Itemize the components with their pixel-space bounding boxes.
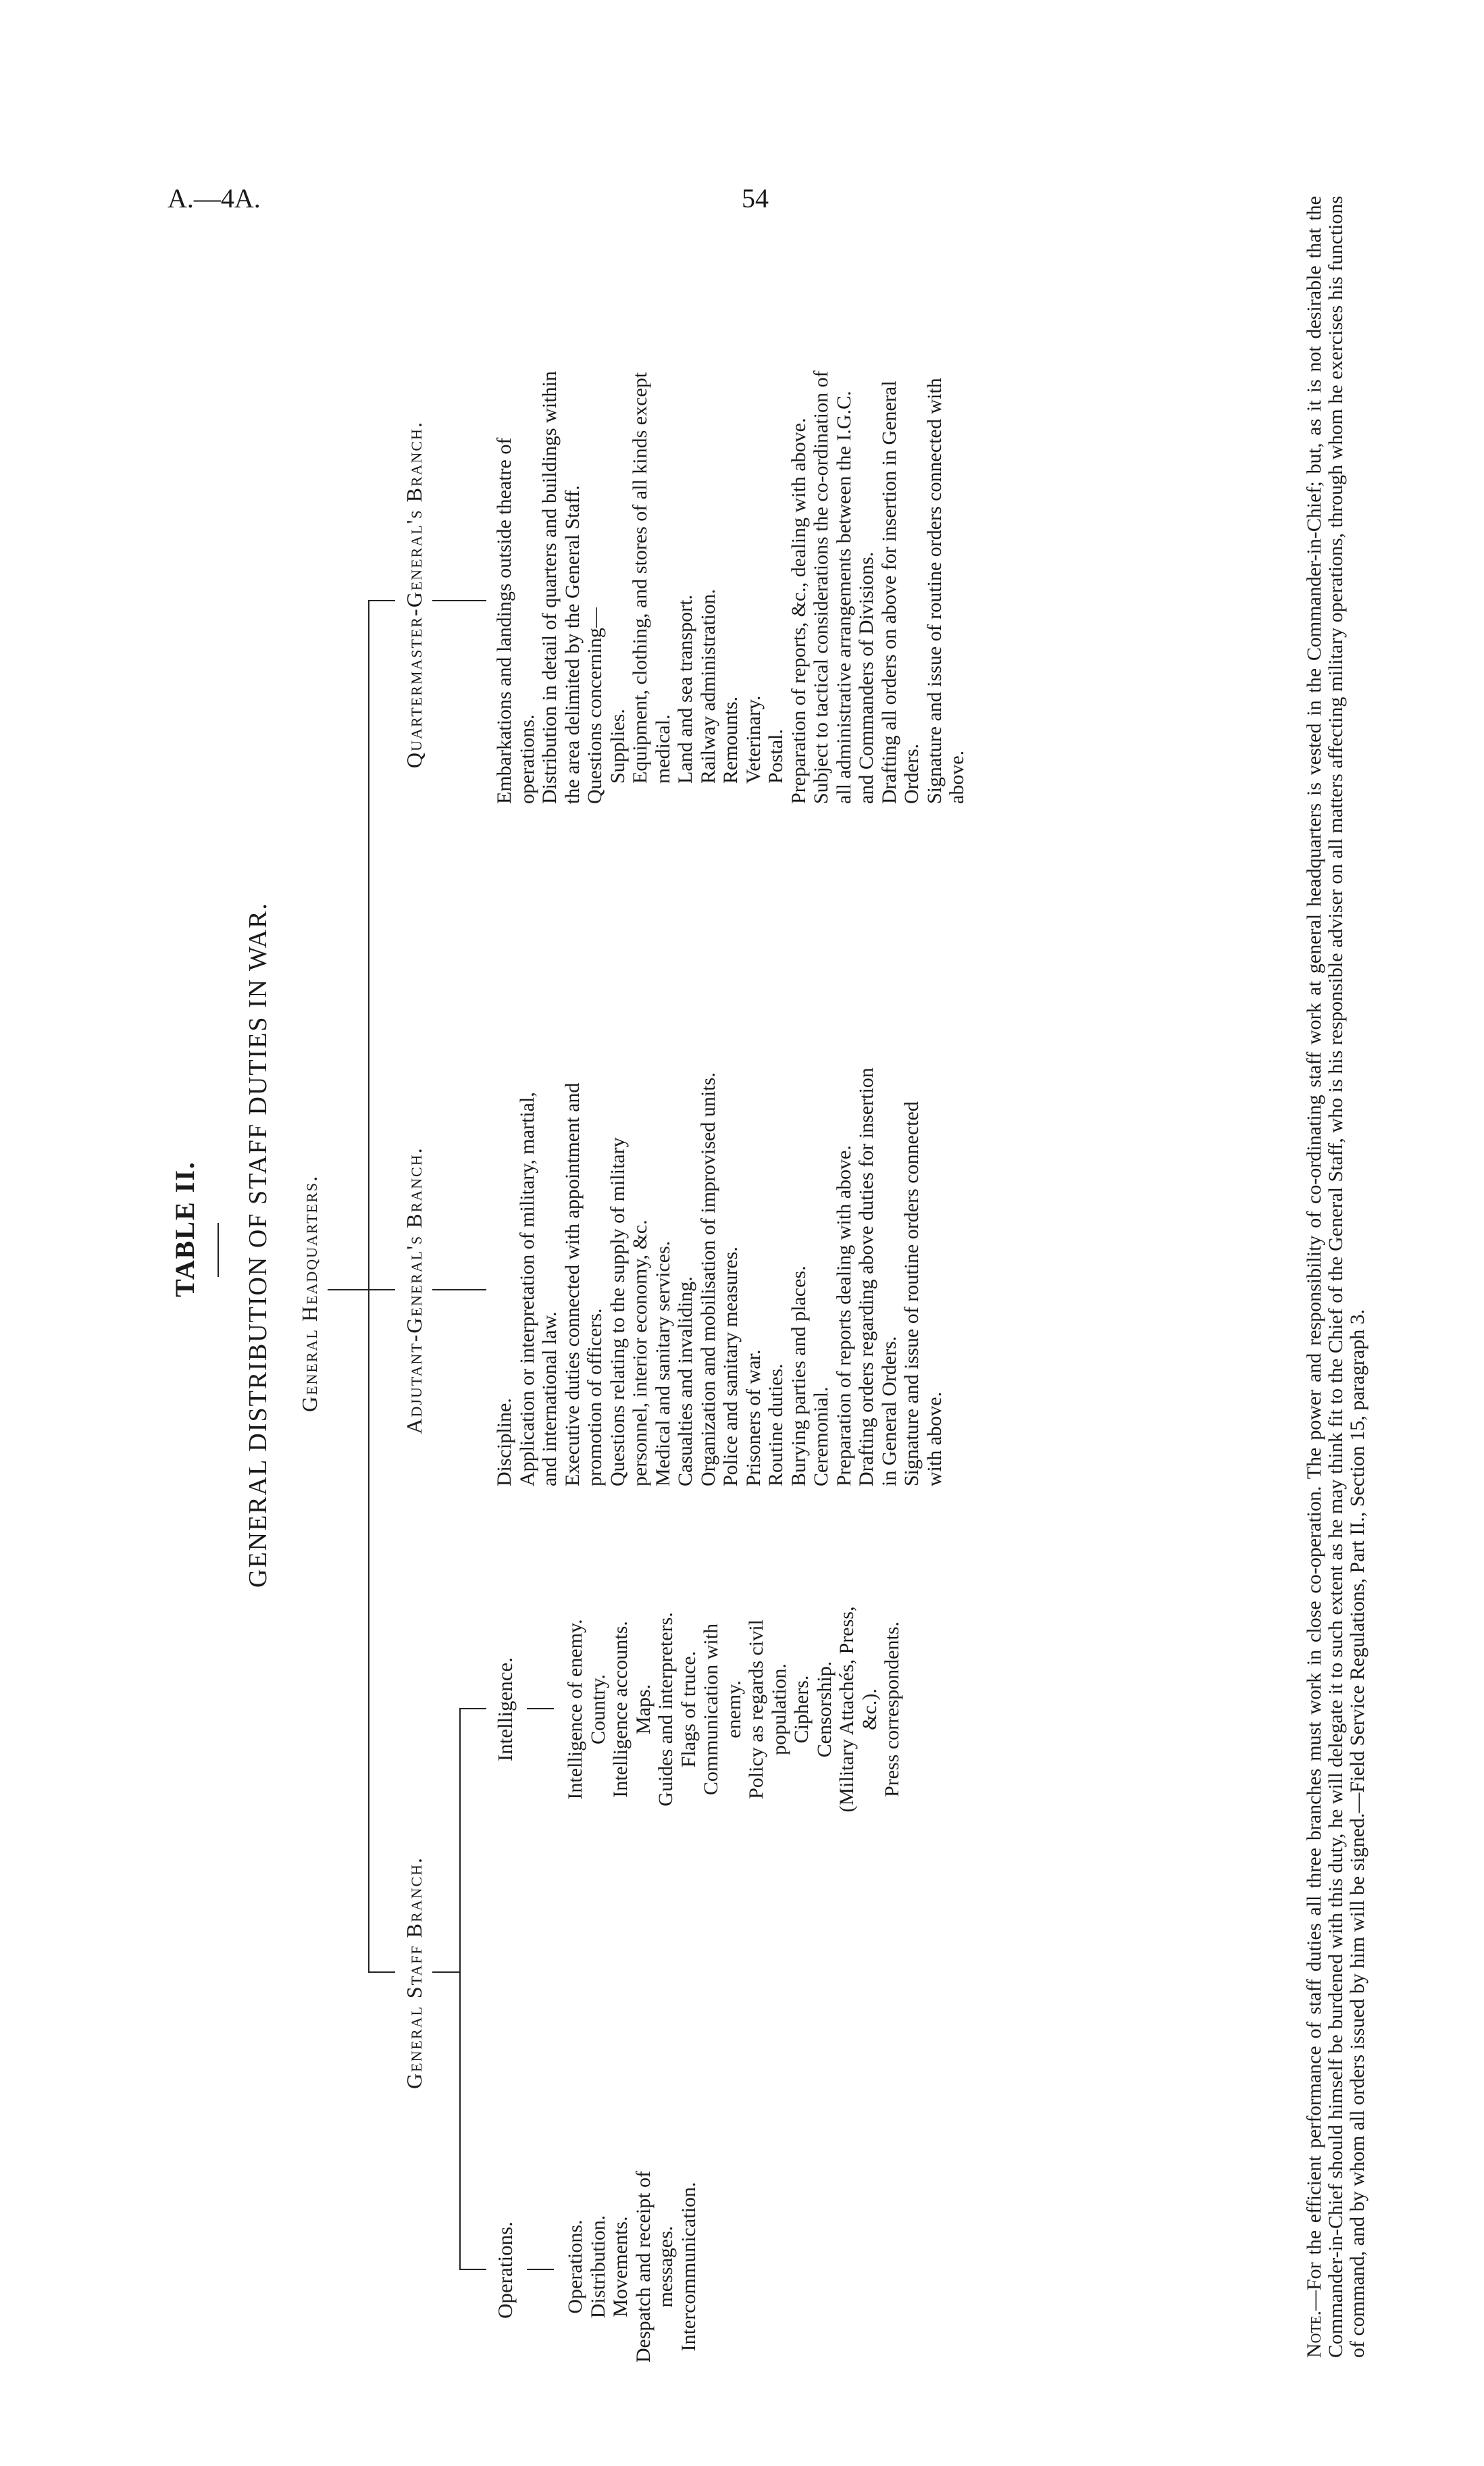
- branch-quartermaster-general: Quartermaster-General's Branch.: [402, 421, 426, 768]
- tree-connector: [368, 600, 395, 601]
- list-item: Distribution in detail of quarters and buildings within the area delimited by the General Staff.: [538, 371, 584, 804]
- tree-connector: [368, 1289, 395, 1290]
- table-title: GENERAL DISTRIBUTION OF STAFF DUTIES IN WAR.: [244, 902, 272, 1588]
- adjutant-general-list: [493, 1061, 946, 1486]
- list-item: Burying parties and places.: [787, 1265, 810, 1486]
- list-item: Policy as regards civil population.: [745, 1619, 790, 1799]
- tree-connector: [432, 1289, 486, 1290]
- list-item: Censorship.: [813, 1661, 836, 1758]
- tree-connector: [459, 1708, 486, 1709]
- tree-connector: [368, 1971, 395, 1973]
- tree-connector: [432, 600, 486, 601]
- list-item: Police and sanitary measures.: [719, 1247, 742, 1486]
- list-item: Organization and mobilisation of improvised units.: [696, 1072, 719, 1486]
- list-item: Operations.: [564, 2219, 586, 2314]
- tree-connector: [328, 1289, 368, 1290]
- list-item: Guides and interpreters.: [655, 1612, 677, 1807]
- list-item: Country.: [586, 1674, 609, 1744]
- list-item: Remounts.: [719, 696, 742, 784]
- list-item: Signature and issue of routine orders connected with above.: [923, 378, 968, 804]
- list-item: Discipline.: [493, 1398, 515, 1486]
- list-item: Equipment, clothing, and stores of all kinds except medical.: [629, 372, 674, 784]
- list-item: Drafting all orders on above for insertion in General Orders.: [877, 380, 923, 804]
- section-operations: Operations.: [493, 2221, 517, 2319]
- list-item: Executive duties connected with appointment and promotion of officers.: [561, 1082, 606, 1486]
- list-item: (Military Attachés, Press, &c.).: [836, 1606, 881, 1813]
- root-node: General Headquarters.: [297, 1175, 322, 1412]
- list-item: Veterinary.: [742, 695, 765, 784]
- table-label: TABLE II.: [170, 1161, 200, 1297]
- list-item: Embarkations and landings outside theatre of operations.: [493, 437, 538, 804]
- section-intelligence: Intelligence.: [493, 1657, 517, 1762]
- list-item: Subject to tactical considerations the co-ordination of all administrative arrangements between the I.G.C. and Commanders of Divisions.: [810, 370, 877, 804]
- list-item: Postal.: [765, 729, 787, 784]
- tree-connector: [459, 2269, 486, 2270]
- tree-connector: [368, 601, 369, 1973]
- list-item: Flags of truce.: [677, 1651, 700, 1768]
- operations-list: [564, 2169, 700, 2365]
- list-item: Press correspondents.: [881, 1621, 903, 1797]
- title-rule: [218, 1223, 219, 1277]
- list-item: Questions concerning—: [584, 607, 606, 804]
- list-item: Ceremonial.: [810, 1386, 832, 1486]
- list-item: Maps.: [632, 1684, 655, 1735]
- list-item: Supplies.: [606, 709, 629, 784]
- list-item: Medical and sanitary services.: [651, 1240, 674, 1486]
- list-item: Prisoners of war.: [742, 1349, 765, 1486]
- list-item: Railway administration.: [696, 588, 719, 784]
- page-reference: A.—4A.: [168, 183, 261, 213]
- tree-connector: [527, 2269, 554, 2270]
- list-item: Movements.: [609, 2216, 632, 2317]
- list-item: Land and sea transport.: [674, 595, 696, 784]
- list-item: Casualties and invaliding.: [674, 1276, 696, 1486]
- quartermaster-general-list: [493, 358, 969, 804]
- tree-connector: [527, 1708, 554, 1709]
- list-item: Preparation of reports, &c., dealing with above.: [787, 418, 810, 804]
- list-item: Signature and issue of routine orders connected with above.: [900, 1101, 946, 1486]
- list-item: Drafting orders regarding above duties for insertion in General Orders.: [855, 1067, 900, 1486]
- note-text: —For the efficient performance of staff duties all three branches must work in close co-operation. The power and responsibility of co-ordinating staff work at general headquarters is vested in the Commander-in-Chief; but, as it is not desirable that the Commander-in-Chief should himself be burdened with this duty, he will delegate it to such extent as he may think fit to the Chief of the General Staff, who is his responsible adviser on all matters affecting military operations, through whom he exercises his functions of command, and by whom all orders issued by him will be signed.—Field Service Regulations, Part II., Section 15, paragraph 3.: [1303, 196, 1368, 2358]
- table-footnote: [1304, 196, 1368, 2358]
- list-item: Preparation of reports dealing with above.: [832, 1145, 855, 1486]
- list-item: Intelligence of enemy.: [564, 1619, 586, 1800]
- page-number: 54: [742, 183, 769, 213]
- branch-general-staff: General Staff Branch.: [402, 1856, 426, 2090]
- branch-adjutant-general: Adjutant-General's Branch.: [402, 1147, 426, 1434]
- note-label: Note.: [1303, 2311, 1325, 2358]
- list-item: Intercommunication.: [677, 2182, 700, 2352]
- list-item: Distribution.: [586, 2215, 609, 2319]
- tree-connector: [459, 1709, 461, 2270]
- intelligence-list: [564, 1594, 904, 1824]
- list-item: Intelligence accounts.: [609, 1621, 632, 1798]
- list-item: Application or interpretation of military, martial, and international law.: [515, 1092, 561, 1486]
- list-item: Ciphers.: [790, 1675, 813, 1744]
- staff-duties-table: [142, 155, 1425, 2385]
- list-item: Communication with enemy.: [700, 1623, 745, 1796]
- list-item: Routine duties.: [765, 1363, 787, 1486]
- list-item: Despatch and receipt of messages.: [632, 2170, 677, 2363]
- tree-connector: [432, 1971, 459, 1973]
- list-item: Questions relating to the supply of military personnel, interior economy, &c.: [606, 1137, 651, 1486]
